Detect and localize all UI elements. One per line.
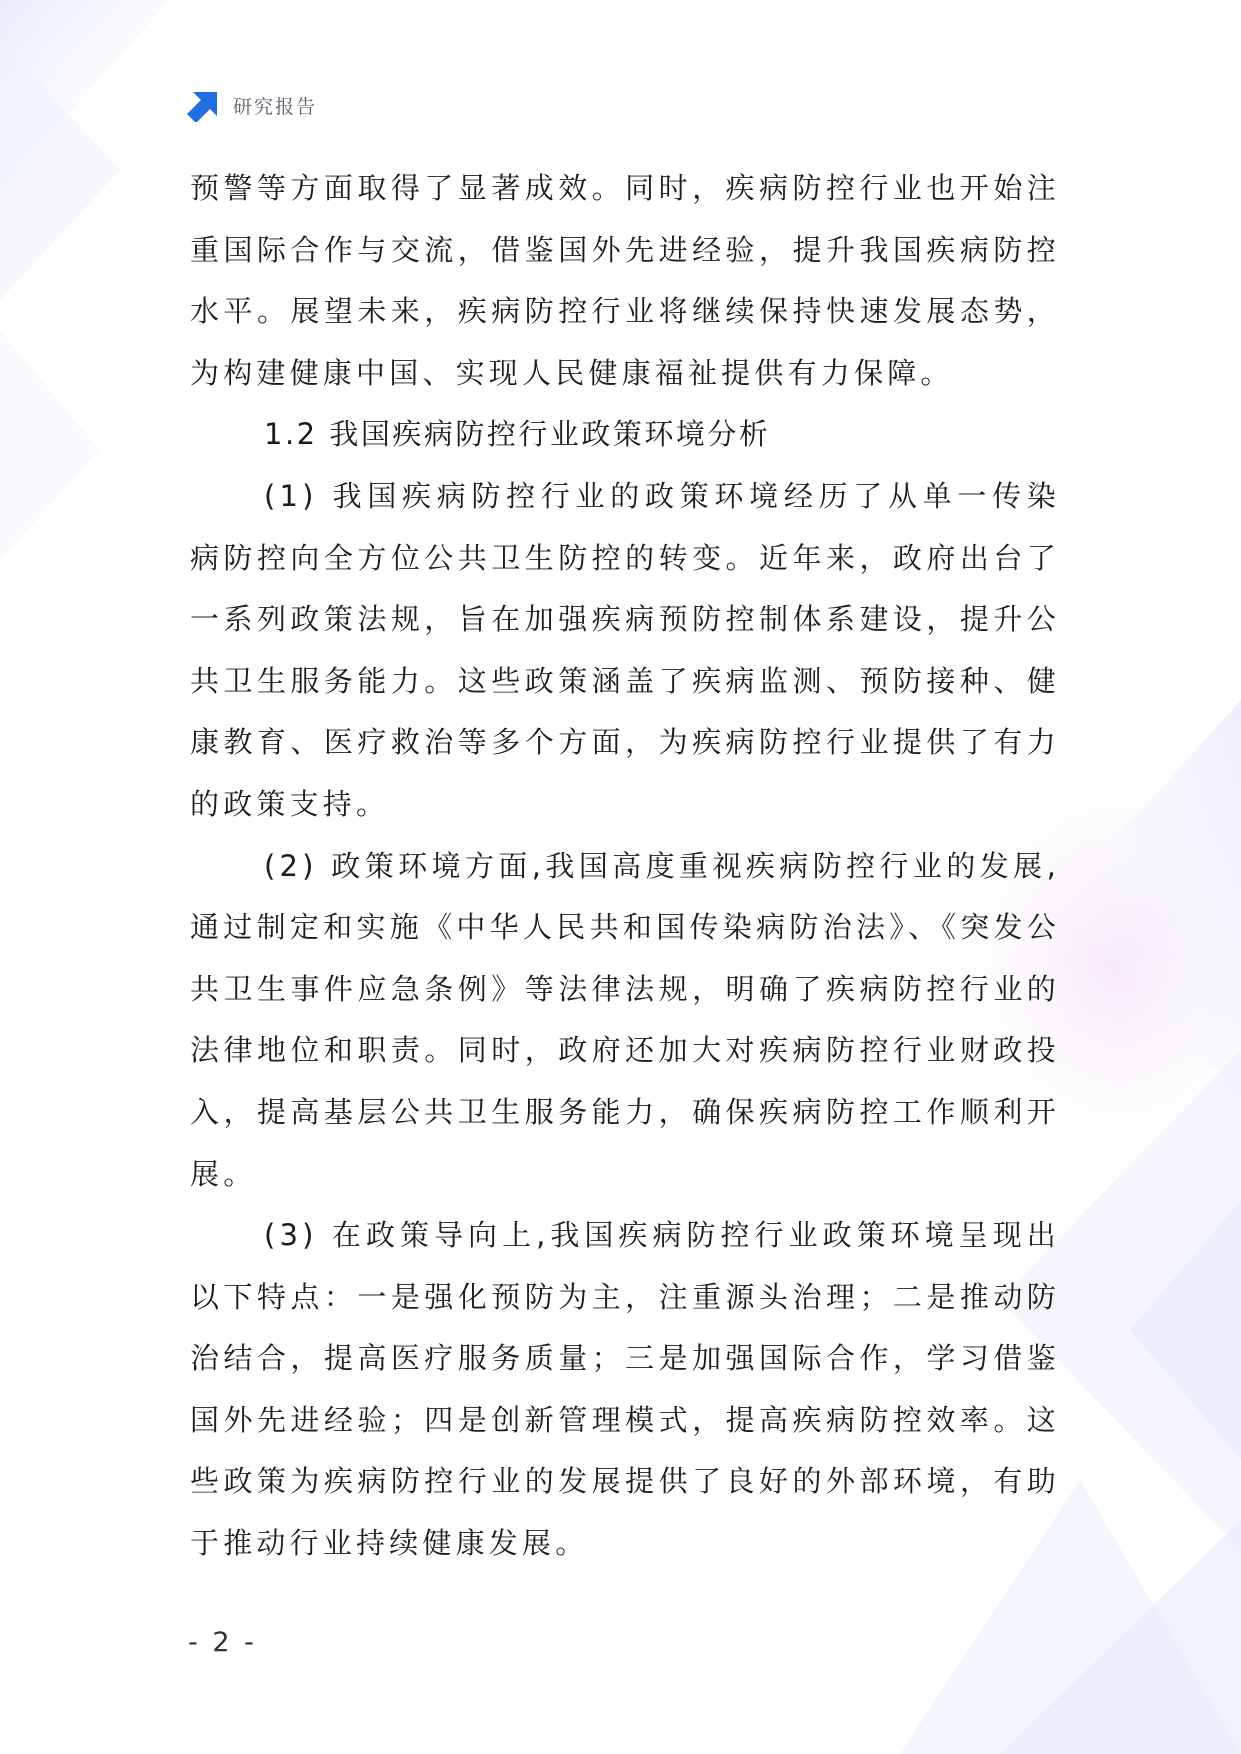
paragraph-1: (1) 我国疾病防控行业的政策环境经历了从单一传染病防控向全方位公共卫生防控的转变。近年来，政府出台了一系列政策法规，旨在加强疾病预防控制体系建设，提升公共卫生服务能力。这些政策涵盖了疾病监测、预防接种、健康教育、医疗救治等多个方面，为疾病防控行业提供了有力的政策支持。	[190, 478, 1060, 821]
report-header	[187, 88, 317, 122]
section-heading: 1.2 我国疾病防控行业政策环境分析	[264, 417, 771, 452]
paragraph-3: (3) 在政策导向上,我国疾病防控行业政策环境呈现出以下特点：一是强化预防为主，注重源头治理；二是推动防治结合，提高医疗服务质量；三是加强国际合作，学习借鉴国外先进经验；四是创新管理模式，提高疾病防控效率。这些政策为疾病防控行业的发展提供了良好的外部环境，有助于推动行业持续健康发展。	[190, 1218, 1060, 1561]
paragraph-continued: 预警等方面取得了显著成效。同时，疾病防控行业也开始注重国际合作与交流，借鉴国外先进经验，提升我国疾病防控水平。展望未来，疾病防控行业将继续保持快速发展态势，为构建健康中国、实现人民健康福祉提供有力保障。	[190, 171, 1060, 390]
page-number: - 2 -	[188, 1627, 257, 1658]
paragraph-2: (2) 政策环境方面,我国高度重视疾病防控行业的发展,通过制定和实施《中华人民共和国传染病防治法》、《突发公共卫生事件应急条例》等法律法规，明确了疾病防控行业的法律地位和职责。同时，政府还加大对疾病防控行业财政投入，提高基层公共卫生服务能力，确保疾病防控工作顺利开展。	[190, 848, 1060, 1191]
arrow-up-right-icon	[187, 88, 221, 122]
document-body	[190, 158, 1060, 1575]
header-label: 研究报告	[233, 95, 318, 118]
